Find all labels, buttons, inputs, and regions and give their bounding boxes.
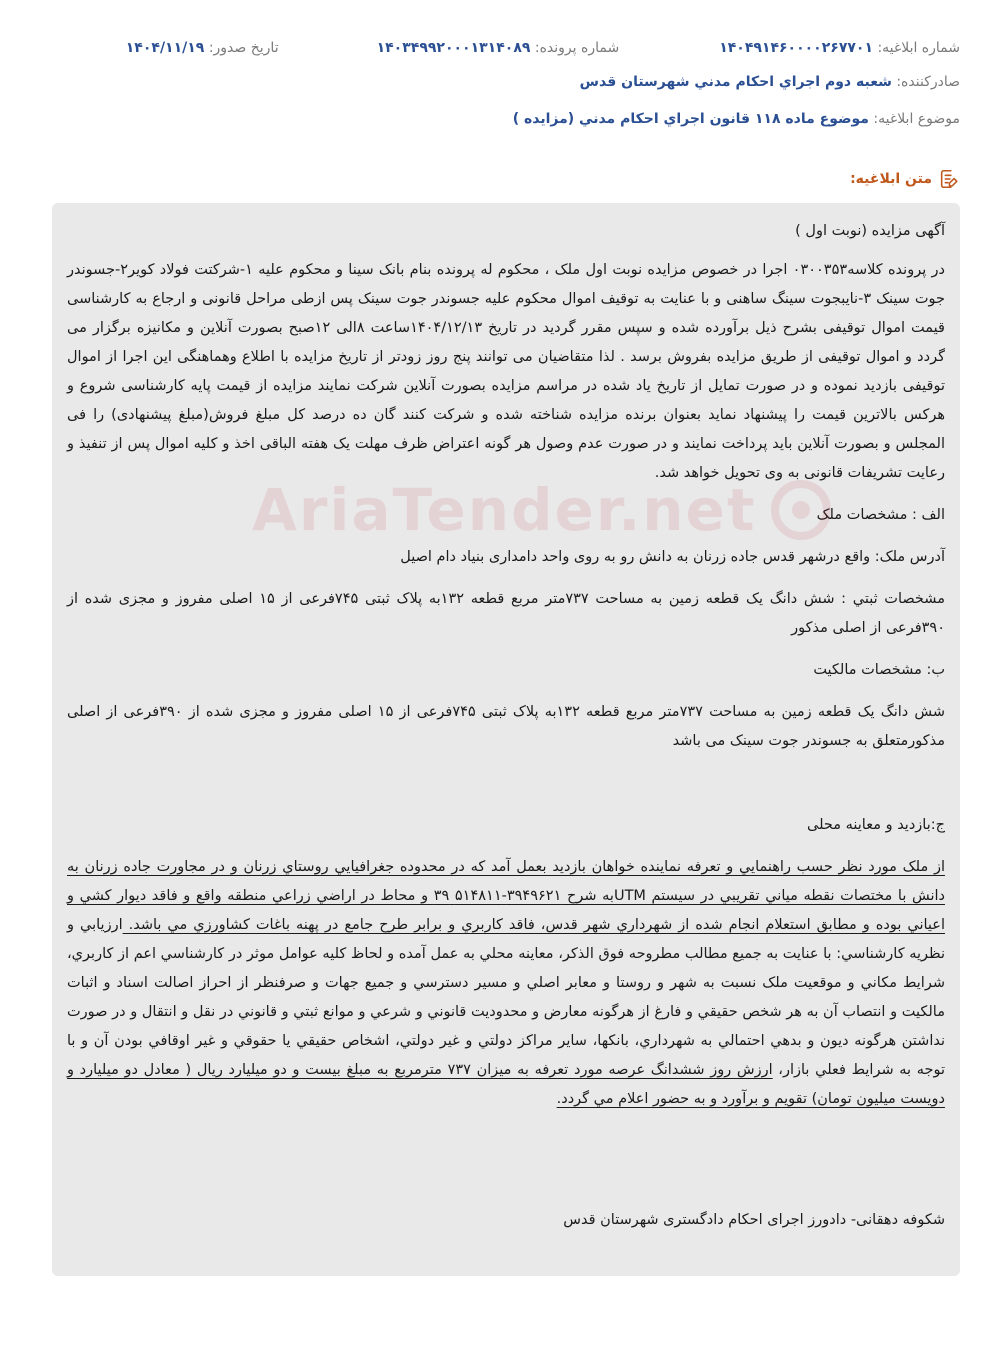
subject-value: موضوع ماده ۱۱۸ قانون اجراي احکام مدني (مزايده ) [512, 111, 869, 127]
issuer-label: صادرکننده: [896, 74, 960, 90]
file-number-label: شماره پرونده: [534, 40, 620, 56]
issue-date-label: تاريخ صدور: [208, 40, 279, 56]
registry-details: مشخصات ثبتي : شش دانگ یک قطعه زمین به مساحت ۷۳۷متر مربع قطعه ۱۳۲به پلاک ثبتی ۷۴۵فرعی از ۱۵ اصلی مفروز و مجزی شده از ۳۹۰فرعی از اصلی مذکور [67, 591, 945, 636]
issue-date [126, 40, 279, 56]
section-c-title: ج:بازدید و معاینه محلی [806, 817, 945, 833]
section-b-title: ب: مشخصات مالکیت [813, 662, 945, 678]
auction-main-text: در پرونده کلاسه۰۳۰۰۳۵۳ اجرا در خصوص مزایده نوبت اول ملک ، محکوم له پرونده بنام بانک سینا و محکوم علیه ۱-شرکتت فولاد کویر۲-جسوندر جوت سینک ۳-نایبجوت سینگ ساهنی و با عنایت به توقیف اموال محکوم علیه جسوندر جوت سینک پس ازطی مراحل قانونی و ارجاع به کارشناسی قیمت اموال توقیفی بشرح ذیل برآورده شده و سپس مقرر گردید در تاریخ ۱۴۰۴/۱۲/۱۳ساعت ۸الی ۱۲صبح بصورت آنلاین و مکانیزه برگزار می گردد و اموال توقیفی از طریق مزایده بفروش برسد . لذا متقاضیان می توانند پنج روز زودتر از تاریخ مزایده با اطلاع وهماهنگی این اجرا از اموال توقیفی بازدید نموده و در صورت تمایل از تاریخ یاد شده در مراسم مزایده بصورت آنلاین شرکت نمایند مزایده از قیمت پایه کارشناسی شروع و هرکس بالاترین قیمت را پیشنهاد نماید بعنوان برنده مزایده شناخته شده و شرکت کنند گان ده درصد کل مبلغ فروش(مبلغ پیشنهادی) را فی المجلس و بصورت آنلاین باید پرداخت نمایند و در صورت عدم وصول هر گونه اعتراض ظرف مهلت یک هفته الباقی اخذ و کلیه اموال پس از تنفیذ و رعایت تشریفات قانونی به وی تحویل خواهد شد. [67, 262, 946, 481]
notice-meta-row [40, 40, 960, 74]
notice-subject [40, 111, 960, 148]
inspection-plain: ارزيابي و نظريه کارشناسي: با عنايت به جميع مطالب مطروحه فوق الذکر، معاينه محلي به عمل آمده و لحاظ کليه عوامل موثر در کارشناسي اعم از کاربري، شرايط مکاني و موقعيت ملک نسبت به شهر و روستا و معابر اصلي و مسير دسترسي و جميع جهات و صرفنظر از احراز اصالت اسناد و اثبات مالکيت و انتصاب آن به هر شخص حقيقي و فارغ از هرگونه معارض و محدوديت قانوني و شرعي و موانع ثبتي و قانوني در نقل و انتقال و در صورت نداشتن هرگونه ديون و بدهي احتمالي به شهرداري، بانکها، ساير مراکز دولتي و غير دولتي، اشخاص حقيقي يا حقوقي و غير اوقافي بودن آن و با توجه به شرايط فعلي بازار، [67, 917, 946, 1078]
issuer [40, 74, 960, 111]
inspection-report [67, 853, 945, 1114]
notice-text-title: متن ابلاغيه: [850, 171, 932, 187]
file-number-value: ۱۴۰۳۴۹۹۲۰۰۰۱۳۱۴۰۸۹ [376, 40, 531, 56]
signature: شکوفه دهقانی- دادورز اجرای احکام دادگستری شهرستان قدس [563, 1212, 945, 1228]
issue-date-value: ۱۴۰۴/۱۱/۱۹ [125, 40, 205, 56]
notice-number-value: ۱۴۰۴۹۱۴۶۰۰۰۰۲۶۷۷۰۱ [719, 40, 873, 56]
subject-label: موضوع ابلاغيه: [873, 111, 960, 127]
file-number [377, 40, 620, 56]
property-address: آدرس ملک: واقع درشهر قدس جاده زرنان به دانش رو به روی واحد دامداری بنیاد دام اصیل [400, 549, 945, 565]
ownership-details: شش دانگ یک قطعه زمین به مساحت ۷۳۷متر مربع قطعه ۱۳۲به پلاک ثبتی ۷۴۵فرعی از ۱۵ اصلی مفروز و مجزی شده از ۳۹۰فرعی از اصلی مذکورمتعلق به جسوندر جوت سینک می باشد [67, 704, 945, 749]
notice-text-heading [850, 168, 960, 190]
issuer-value: شعبه دوم اجراي احکام مدني شهرستان قدس [579, 74, 892, 90]
inspection-underlined-2: ارزش روز ششدانگ عرصه مورد تعرفه به ميزان ۷۳۷ مترمربع به مبلغ بيست و دو ميليارد ريال ( معادل دو ميليارد و دويست ميليون تومان) تقويم و برآورد و به حضور اعلام مي گردد. [67, 1062, 945, 1107]
notice-header [40, 40, 960, 148]
document-edit-icon [938, 168, 960, 190]
auction-title: آگهی مزایده (نوبت اول ) [795, 223, 945, 239]
section-a-title: الف : مشخصات ملک [816, 507, 945, 523]
notice-body [52, 203, 960, 1276]
notice-number [719, 40, 960, 56]
watermark-text: AriaTender.net [252, 475, 757, 544]
inspection-underlined-1: از ملک مورد نظر حسب راهنمايي و تعرفه نماينده خواهان بازديد بعمل آمد که در محدوده جغرافيايي روستاي زرنان و در مجاورت جاده زرنان به دانش با مختصات نقطه مياني تقريبي در سيستم UTMبه شرح ۳۹۴۹۶۲۱-۵۱۴۸۱۱ ۳۹ و محاط در اراضي زراعي منطقه واقع و فاقد ديوار کشي و اعياني بوده و مطابق استعلام انجام شده از شهرداري شهر قدس، فاقد کاربري و برابر طرح جامع در پهنه باغات کشاورزي مي باشد. [67, 859, 945, 933]
notice-number-label: شماره ابلاغيه: [877, 40, 960, 56]
